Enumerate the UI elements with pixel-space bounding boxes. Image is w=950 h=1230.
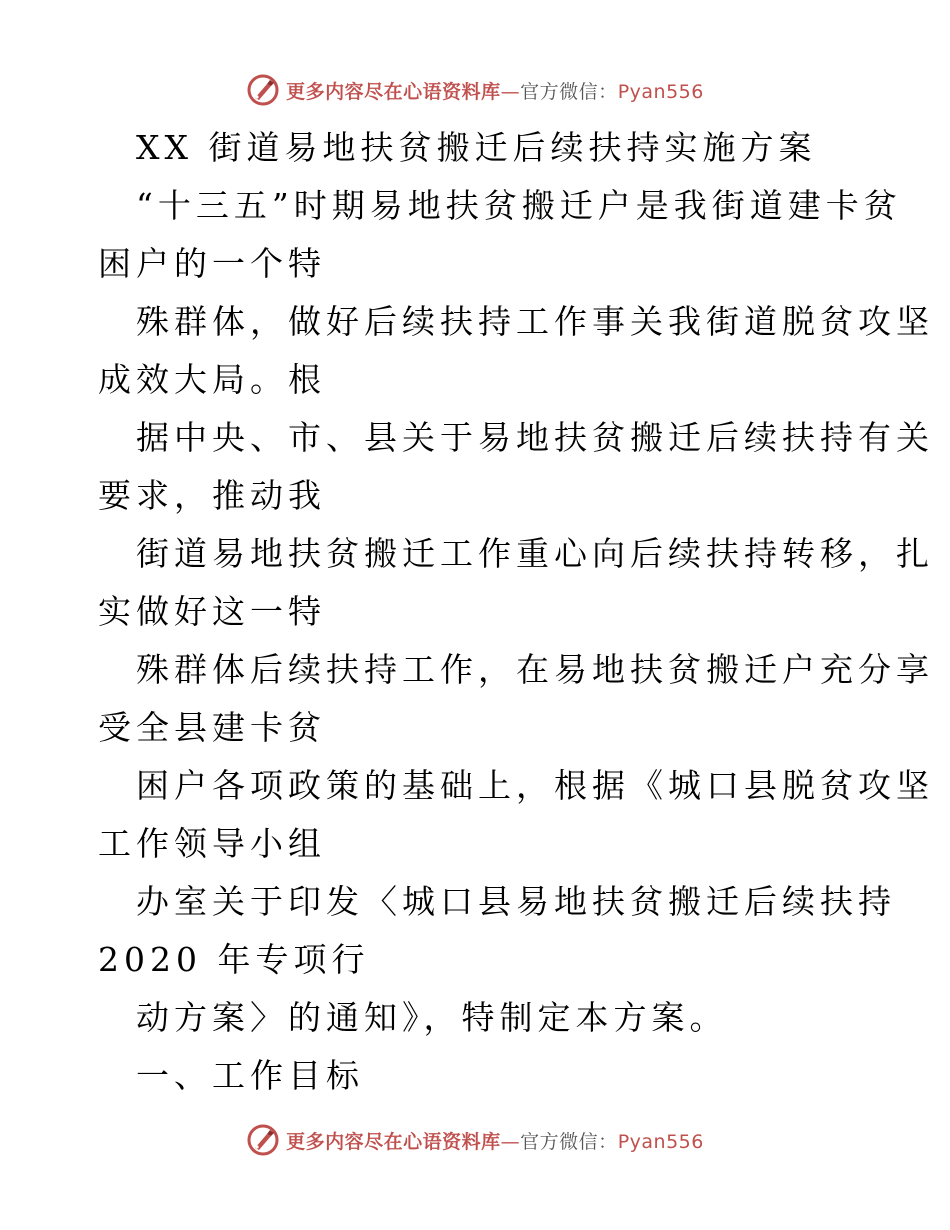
footer-banner bbox=[0, 1120, 950, 1160]
paragraph-line: “十三五”时期易地扶贫搬迁户是我街道建卡贫 bbox=[136, 186, 902, 225]
paragraph-line: 受全县建卡贫 bbox=[98, 708, 326, 747]
paragraph-line: 街道易地扶贫搬迁工作重心向后续扶持转移，扎 bbox=[136, 534, 934, 573]
pen-nib-logo-icon bbox=[246, 1123, 280, 1157]
paragraph-line: 殊群体后续扶持工作，在易地扶贫搬迁户充分享 bbox=[136, 650, 934, 689]
header-brand: 更多内容尽在心语资料库 bbox=[286, 80, 501, 103]
footer-account: Pyan556 bbox=[617, 1130, 704, 1153]
paragraph-line: 据中央、市、县关于易地扶贫搬迁后续扶持有关 bbox=[136, 418, 934, 457]
paragraph-line: 要求，推动我 bbox=[98, 476, 326, 515]
footer-official-label: 官方微信： bbox=[520, 1130, 618, 1153]
header-separator: — bbox=[500, 80, 521, 103]
paragraph-line: 困户各项政策的基础上，根据《城口县脱贫攻坚 bbox=[136, 766, 934, 805]
paragraph-line: 成效大局。根 bbox=[98, 360, 326, 399]
section-heading: 一、工作目标 bbox=[136, 1056, 364, 1095]
header-account: Pyan556 bbox=[617, 80, 704, 103]
header-banner bbox=[0, 70, 950, 110]
paragraph-line: 实做好这一特 bbox=[98, 592, 326, 631]
header-banner-text bbox=[286, 77, 704, 104]
paragraph-line: 工作领导小组 bbox=[98, 824, 326, 863]
paragraph-line: 动方案〉的通知》，特制定本方案。 bbox=[136, 998, 728, 1037]
paragraph-line: 办室关于印发〈城口县易地扶贫搬迁后续扶持 bbox=[136, 882, 896, 921]
paragraph-line: 困户的一个特 bbox=[98, 244, 326, 283]
pen-nib-logo-icon bbox=[246, 73, 280, 107]
paragraph-line: 殊群体，做好后续扶持工作事关我街道脱贫攻坚 bbox=[136, 302, 934, 341]
header-official-label: 官方微信： bbox=[520, 80, 618, 103]
paragraph-line: 2020 年专项行 bbox=[98, 940, 370, 979]
document-title: XX 街道易地扶贫搬迁后续扶持实施方案 bbox=[136, 128, 817, 167]
footer-brand: 更多内容尽在心语资料库 bbox=[286, 1130, 501, 1153]
footer-banner-text bbox=[286, 1127, 704, 1154]
footer-separator: — bbox=[500, 1130, 521, 1153]
